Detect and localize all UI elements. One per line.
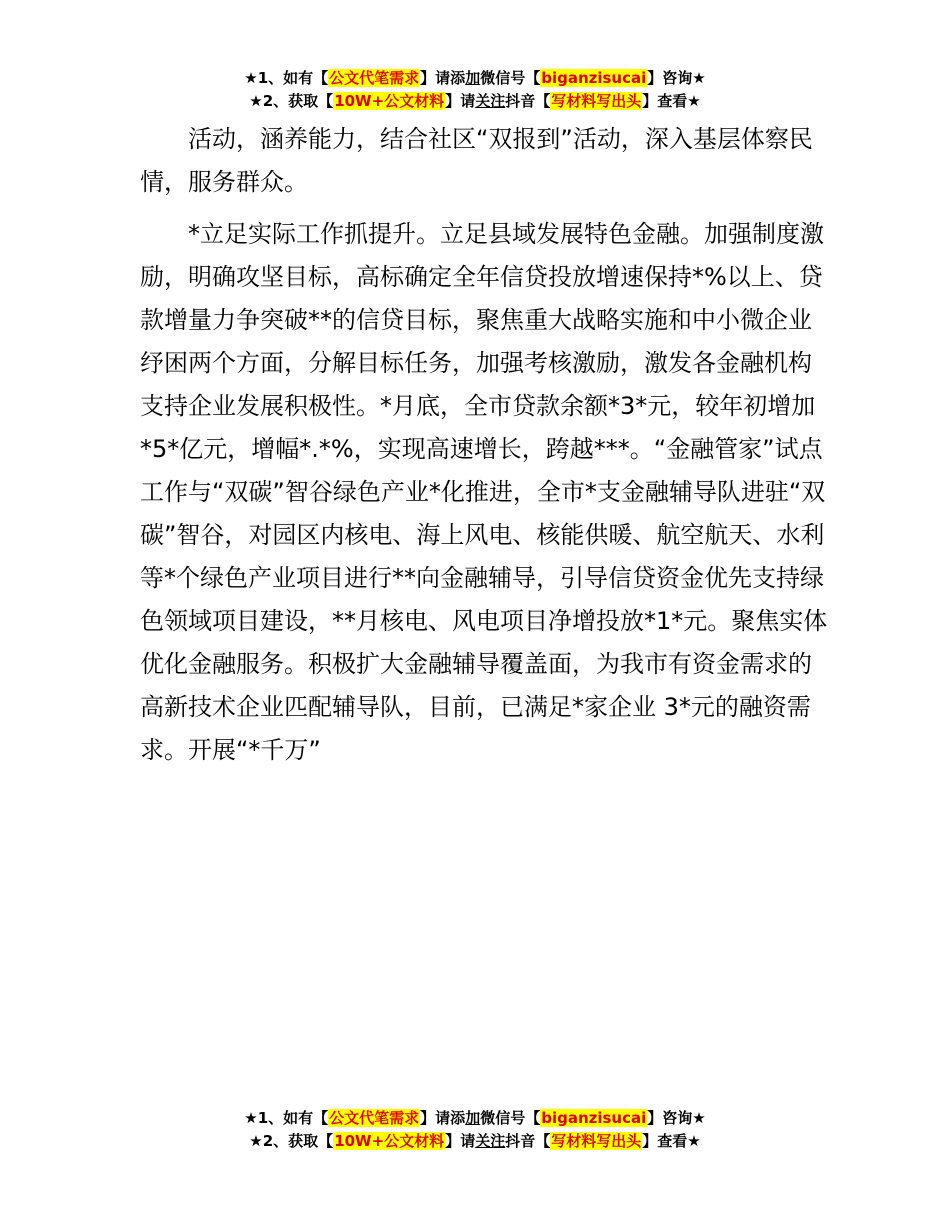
paragraph-2: *立足实际工作抓提升。立足县域发展特色金融。加强制度激励，明确攻坚目标，高标确定全年信贷投放增速保持*%以上、贷款增量力争突破**的信贷目标，聚焦重大战略实施和中小微企业纾困两个方面，分解目标任务，加强考核激励，激发各金融机构支持企业发展积极性。*月底，全市贷款余额*3*元，较年初增加*5*亿元，增幅*.*%，实现高速增长，跨越***。“金融管家”试点工作与“双碳”智谷绿色产业*化推进，全市*支金融辅导队进驻“双碳”智谷，对园区内核电、海上风电、核能供暖、航空航天、水利等*个绿色产业项目进行**向金融辅导，引导信贷资金优先支持绿色领域项目建设，**月核电、风电项目净增投放*1*元。聚焦实体优化金融服务。积极扩大金融辅导覆盖面，为我市有资金需求的高新技术企业匹配辅导队，目前，已满足*家企业 3*元的融资需求。开展“*千万” [140, 220, 828, 764]
banner-line-1: ★1、如有【公文代笔需求】请添加微信号【biganzisucai】咨询★ [244, 69, 706, 87]
header-banner [0, 67, 950, 113]
footer-line-2: ★2、获取【10W+公文材料】请关注抖音【写材料写出头】查看★ [249, 1132, 701, 1150]
footer-line-1: ★1、如有【公文代笔需求】请添加微信号【biganzisucai】咨询★ [244, 1109, 706, 1127]
highlight-wechat-id: biganzisucai [541, 69, 647, 87]
footer-highlight-wechat-id: biganzisucai [541, 1109, 647, 1127]
footer-highlight-douyin: 写材料写出头 [551, 1132, 642, 1150]
paragraph-1: 活动，涵养能力，结合社区“双报到”活动，深入基层体察民情，服务群众。 [140, 125, 813, 196]
document-body [140, 118, 830, 772]
highlight-service: 公文代笔需求 [329, 69, 420, 87]
banner-line-2: ★2、获取【10W+公文材料】请关注抖音【写材料写出头】查看★ [249, 92, 701, 110]
footer-highlight-materials: 10W+公文材料 [334, 1132, 445, 1150]
footer-highlight-service: 公文代笔需求 [329, 1109, 420, 1127]
highlight-materials: 10W+公文材料 [334, 92, 445, 110]
highlight-douyin: 写材料写出头 [551, 92, 642, 110]
footer-banner [0, 1107, 950, 1153]
